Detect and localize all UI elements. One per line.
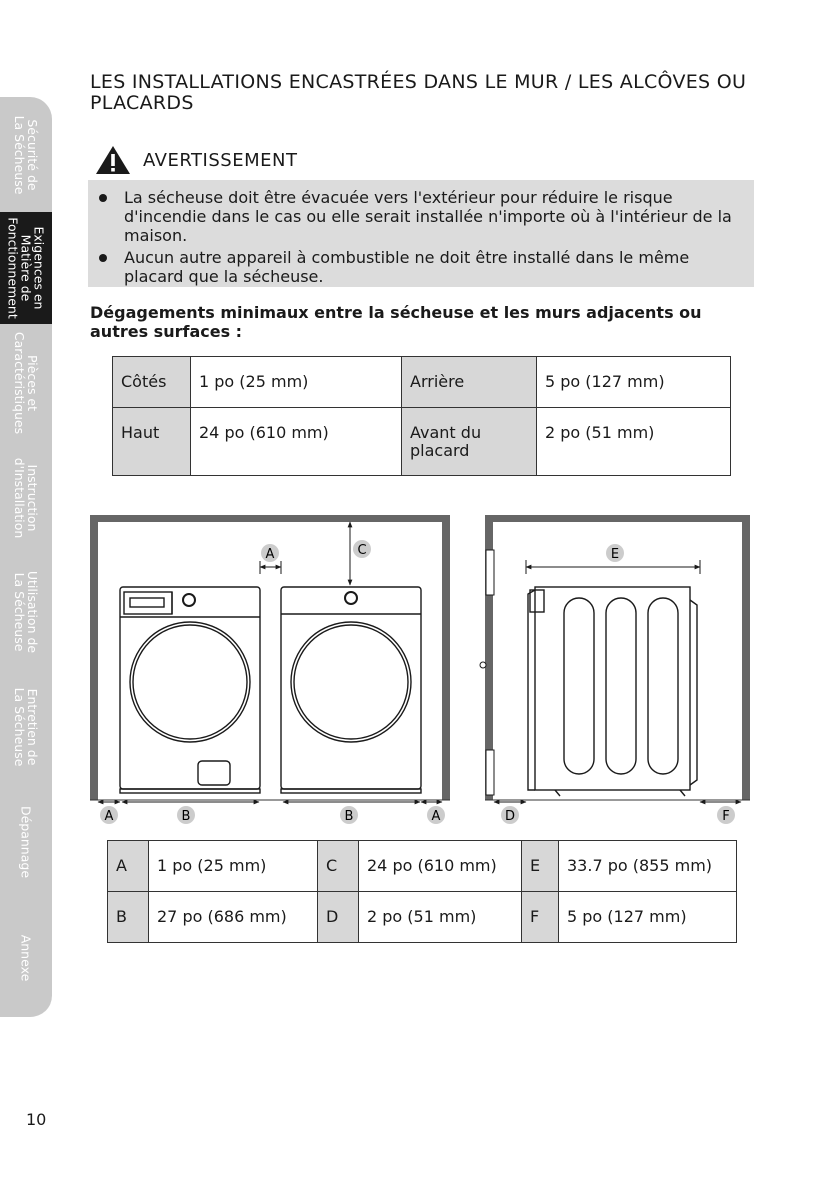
table-label: E (522, 841, 559, 892)
table-value: 5 po (127 mm) (559, 892, 737, 943)
label-D (501, 806, 519, 824)
table-label: Haut (113, 408, 191, 476)
dimension-table (107, 840, 737, 943)
label-text: D (504, 809, 516, 824)
table-value: 5 po (127 mm) (537, 357, 731, 408)
label-B-right (340, 806, 358, 824)
label-text: E (610, 547, 620, 562)
label-text: F (722, 809, 730, 824)
table-label: Côtés (113, 357, 191, 408)
label-text: B (181, 809, 191, 824)
table-value: 24 po (610 mm) (359, 841, 522, 892)
dryer-front (281, 587, 421, 793)
table-value: 1 po (25 mm) (191, 357, 402, 408)
page-number: 10 (26, 1110, 47, 1129)
label-text: A (104, 809, 114, 824)
tab-label: Pièces et Caractéristiques (12, 331, 40, 434)
table-row (108, 892, 737, 943)
label-C (353, 540, 371, 558)
table-label: C (318, 841, 359, 892)
table-label: D (318, 892, 359, 943)
warning-heading: AVERTISSEMENT (143, 149, 298, 171)
dimension-arrows (98, 522, 741, 802)
table-value: 2 po (51 mm) (359, 892, 522, 943)
warning-text: La sécheuse doit être évacuée vers l'extérieur pour réduire le risque d'incendie dans le cas ou elle serait installée n'importe où à l'intérieur de la maison. (124, 188, 732, 245)
table-label: Arrière (402, 357, 537, 408)
label-B-left (177, 806, 195, 824)
table-value: 27 po (686 mm) (149, 892, 318, 943)
table-label: Avant du placard (402, 408, 537, 476)
table-label: F (522, 892, 559, 943)
label-text: C (357, 543, 367, 558)
table-row (108, 841, 737, 892)
label-A-left (100, 806, 118, 824)
tab-label: Annexe (18, 934, 34, 982)
tab-label: Entretien de La Sécheuse (12, 687, 40, 766)
page-title: LES INSTALLATIONS ENCASTRÉES DANS LE MUR / LES ALCÔVES OU PLACARDS (90, 71, 747, 114)
table-label: A (108, 841, 149, 892)
table-value: 2 po (51 mm) (537, 408, 731, 476)
warning-text: Aucun autre appareil à combustible ne doit être installé dans le même placard que la sécheuse. (124, 248, 690, 286)
clearance-heading: Dégagements minimaux entre la sécheuse et les murs adjacents ou autres surfaces : (90, 303, 702, 341)
tab-label: Instruction d'Installation (12, 457, 40, 538)
label-A-right (427, 806, 445, 824)
label-text: B (344, 809, 354, 824)
label-A-top (261, 544, 279, 562)
tab-label: Utilisation de La Sécheuse (12, 570, 40, 653)
label-F (717, 806, 735, 824)
dryer-side (528, 587, 697, 796)
tab-label: Exigences en Matière de Fonctionnement (5, 217, 47, 319)
table-label: B (108, 892, 149, 943)
table-value: 33.7 po (855 mm) (559, 841, 737, 892)
label-E (606, 544, 624, 562)
tab-label: Sécurité de La Sécheuse (12, 115, 40, 194)
tab-label: Dépannage (18, 805, 34, 878)
table-value: 24 po (610 mm) (191, 408, 402, 476)
label-text: A (431, 809, 441, 824)
table-value: 1 po (25 mm) (149, 841, 318, 892)
label-text: A (265, 547, 275, 562)
washer (120, 587, 260, 793)
